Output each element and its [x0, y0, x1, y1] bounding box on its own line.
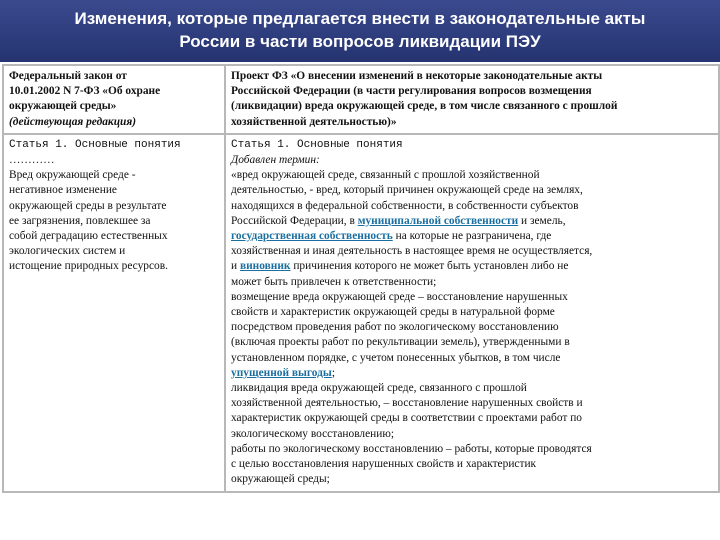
definition-line: ее загрязнения, повлекшее за: [9, 214, 151, 227]
omission-dots: …………: [9, 154, 55, 167]
definition-line: истощение природных ресурсов.: [9, 260, 168, 273]
culprit-link[interactable]: виновник: [239, 260, 291, 273]
definition-line: работы по экологическому восстановлению – работы, которые проводятся: [231, 442, 592, 455]
definition-line: с целью восстановления нарушенных свойств и характеристик: [231, 458, 537, 471]
current-law-header-line: 10.01.2002 N 7-ФЗ «Об охране: [9, 85, 161, 98]
draft-law-header-line: (ликвидации) вреда окружающей среде, в том числе связанного с прошлой: [231, 100, 618, 113]
lost-profit-link[interactable]: упущенной выгоды: [231, 366, 332, 379]
definition-line: деятельностью, - вред, который причинен окружающей среде на землях,: [231, 184, 583, 197]
current-law-header-line: Федеральный закон от: [9, 70, 127, 82]
definition-line: негативное изменение: [9, 184, 117, 197]
definition-line: экологическому восстановлению;: [231, 427, 395, 440]
definition-line: Вред окружающей среде -: [9, 169, 136, 182]
definition-line: хозяйственной деятельностью, – восстановление нарушенных свойств и: [231, 397, 583, 410]
draft-law-header: [225, 65, 719, 134]
definition-line: окружающей среды в результате: [9, 199, 167, 212]
current-law-header-line: окружающей среды»: [9, 100, 117, 113]
definition-line: хозяйственная и иная деятельность в настоящее время не осуществляется,: [231, 245, 593, 258]
text-fragment: и земель,: [518, 214, 566, 227]
slide-title: [0, 0, 720, 62]
definition-line: окружающей среды;: [231, 473, 330, 486]
draft-law-header-line: Проект ФЗ «О внесении изменений в некоторые законодательные акты: [231, 70, 603, 82]
definition-line: [231, 214, 714, 229]
definition-line: (включая проекты работ по рекультивации земель), утвержденными в: [231, 336, 570, 349]
article-title: Статья 1. Основные понятия: [231, 138, 403, 151]
definition-line: посредством проведения работ по экологическому восстановлению: [231, 321, 559, 334]
municipal-property-link[interactable]: муниципальной собственности: [357, 214, 519, 227]
text-fragment: причинения которого не может быть установлен либо не: [290, 260, 569, 273]
definition-line: может быть привлечен к ответственности;: [231, 275, 437, 288]
slide-title-line-1: Изменения, которые предлагается внести в законодательные акты: [74, 9, 646, 28]
definition-line: экологических систем и: [9, 245, 126, 258]
added-term-label: Добавлен термин:: [231, 154, 320, 167]
definition-line: «вред окружающей среде, связанный с прошлой хозяйственной: [231, 169, 540, 182]
definition-line: ликвидация вреда окружающей среде, связанного с прошлой: [231, 382, 527, 395]
text-fragment: и: [231, 260, 240, 273]
definition-line: находящихся в федеральной собственности, в собственности субъектов: [231, 199, 579, 212]
current-law-text: [3, 134, 225, 493]
definition-line: [231, 229, 714, 244]
definition-line: [231, 366, 714, 381]
definition-line: [231, 259, 714, 274]
text-fragment: ;: [331, 366, 335, 379]
definition-line: свойств и характеристик окружающей среды в натуральной форме: [231, 306, 555, 319]
slide-title-line-2: России в части вопросов ликвидации ПЭУ: [179, 32, 541, 51]
current-edition-note: (действующая редакция): [9, 115, 137, 128]
definition-line: собой деградацию естественных: [9, 230, 168, 243]
text-fragment: Российской Федерации, в: [231, 214, 358, 227]
definition-line: возмещение вреда окружающей среде – восстановление нарушенных: [231, 290, 568, 303]
table-header-row: [3, 65, 719, 134]
article-title: Статья 1. Основные понятия: [9, 138, 181, 151]
state-property-link[interactable]: государственная собственность: [231, 230, 393, 243]
draft-law-header-line: Российской Федерации (в части регулирования вопросов возмещения: [231, 85, 592, 98]
comparison-table: [2, 64, 720, 493]
table-body-row: [3, 134, 719, 493]
text-fragment: на которые не разграничена, где: [392, 230, 552, 243]
definition-line: установленном порядке, с учетом понесенных убытков, в том числе: [231, 351, 561, 364]
draft-law-header-line: хозяйственной деятельностью)»: [231, 115, 397, 128]
draft-law-text: [225, 134, 719, 493]
definition-line: характеристик окружающей среды в соответствии с проектами работ по: [231, 412, 582, 425]
current-law-header: [3, 65, 225, 134]
